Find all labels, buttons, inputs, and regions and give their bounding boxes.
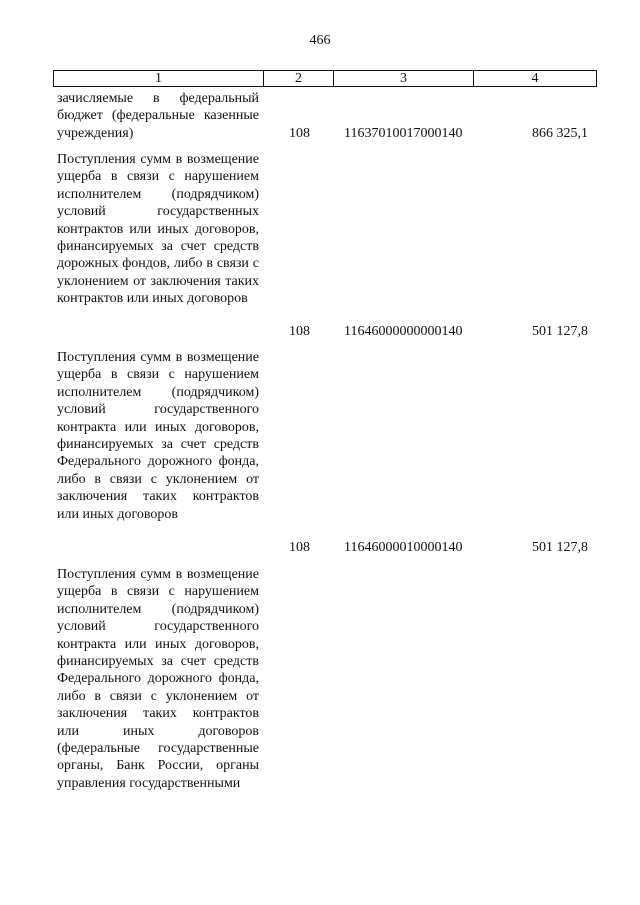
row-kbk: 11646000000000140 <box>344 324 463 339</box>
row-kbk: 11646000010000140 <box>344 540 463 555</box>
column-3-header: 3 <box>334 71 474 86</box>
row-amount: 501 127,8 <box>532 540 588 555</box>
column-2-header: 2 <box>264 71 334 86</box>
row-amount: 866 325,1 <box>532 126 588 141</box>
column-1-header: 1 <box>54 71 264 86</box>
row-kbk: 11637010017000140 <box>344 126 463 141</box>
row-description: Поступления сумм в возмещение ущерба в связи с нарушением исполнителем (подрядчиком) условий государственного контракта или иных договоров, финансируемых за счет средств Федерального дорожного фонда, либо в связи с уклонением от заключения таких контрактов или иных договоров <box>57 350 259 522</box>
row-code: 108 <box>289 126 310 141</box>
row-code: 108 <box>289 540 310 555</box>
row-description: зачисляемые в федеральный бюджет (федеральные казенные учреждения) <box>57 91 259 141</box>
row-amount: 501 127,8 <box>532 324 588 339</box>
row-description: Поступления сумм в возмещение ущерба в связи с нарушением исполнителем (подрядчиком) условий государственных контрактов или иных договоров, финансируемых за счет средств дорожных фондов, либо в связи с уклонением от заключения таких контрактов или иных договоров <box>57 152 259 307</box>
column-4-header: 4 <box>531 71 539 86</box>
row-code: 108 <box>289 324 310 339</box>
table-column-header <box>53 70 597 87</box>
page-number: 466 <box>309 33 331 48</box>
row-description: Поступления сумм в возмещение ущерба в связи с нарушением исполнителем (подрядчиком) условий государственного контракта или иных договоров, финансируемых за счет средств Федерального дорожного фонда, либо в связи с уклонением от заключения таких контрактов или иных договоров (федеральные государственные органы, Банк России, органы управления государственными <box>57 567 259 791</box>
